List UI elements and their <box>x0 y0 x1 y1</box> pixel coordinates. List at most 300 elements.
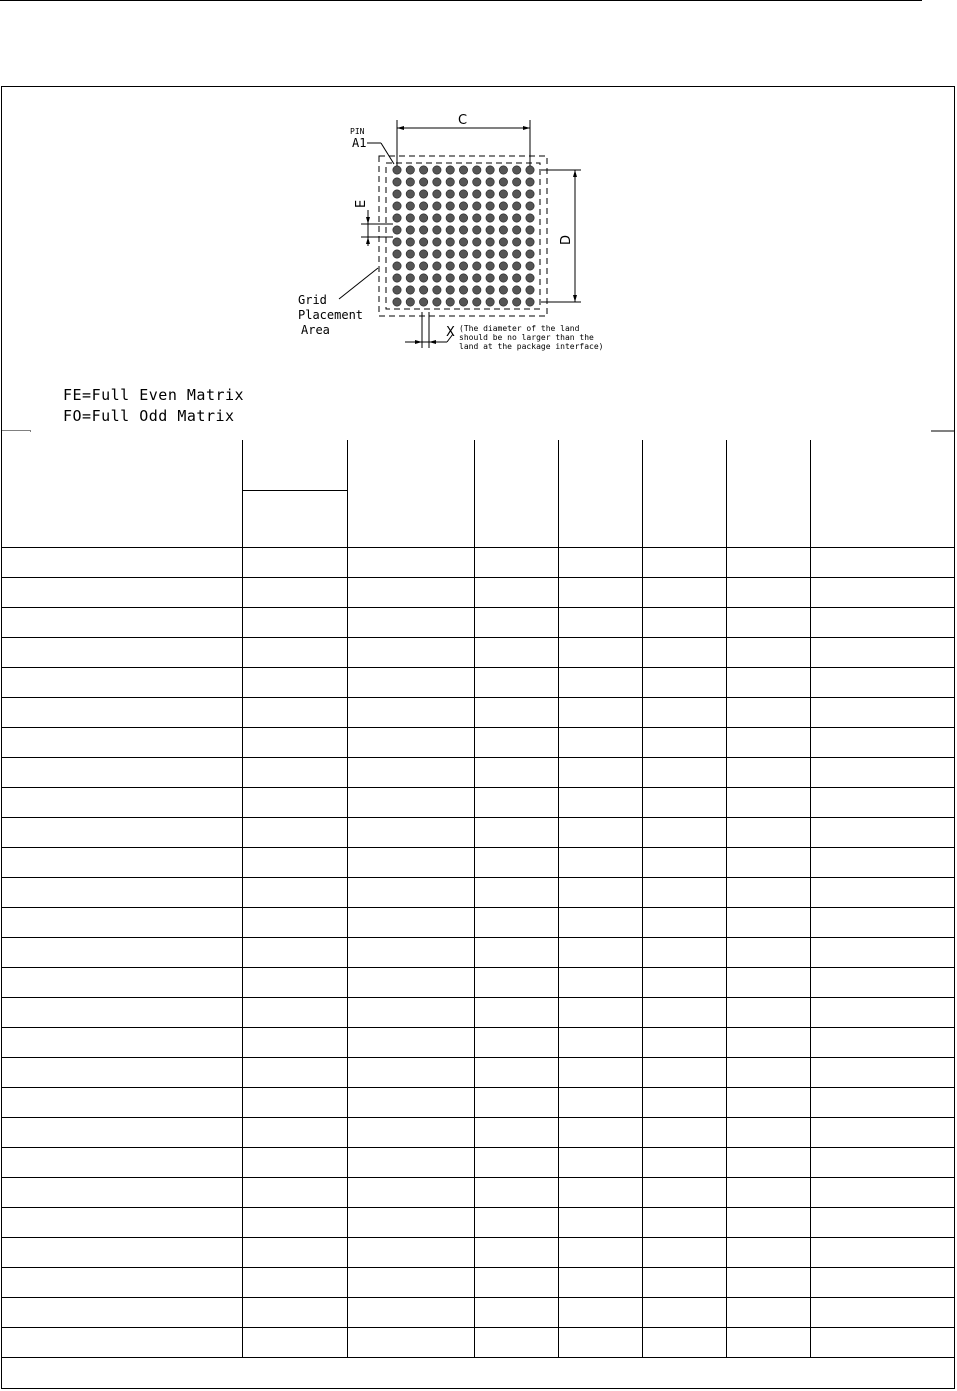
table-row <box>1 577 955 607</box>
table-cell <box>474 697 558 727</box>
table-cell <box>242 817 347 847</box>
table-row <box>1 1177 955 1207</box>
table-cell <box>242 847 347 877</box>
land-note-line3: land at the package interface) <box>459 342 604 351</box>
table-cell <box>726 1177 810 1207</box>
ball-land <box>419 262 427 270</box>
ball-land <box>473 262 481 270</box>
table-cell <box>347 757 474 787</box>
table-row <box>1 1057 955 1087</box>
table-cell <box>810 637 955 667</box>
ball-land <box>499 298 507 306</box>
table-cell <box>810 577 955 607</box>
ball-land <box>406 166 414 174</box>
table-cell <box>810 847 955 877</box>
table-cell <box>642 727 726 757</box>
table-cell <box>810 1207 955 1237</box>
dim-e-arrow-bottom <box>366 237 370 244</box>
table-cell <box>242 727 347 757</box>
table-cell <box>558 1057 642 1087</box>
table-cell <box>558 1177 642 1207</box>
ball-land <box>419 238 427 246</box>
ball-land <box>486 190 494 198</box>
table-cell <box>642 1267 726 1297</box>
table-cell <box>642 967 726 997</box>
table-cell <box>347 907 474 937</box>
table-cell <box>642 1117 726 1147</box>
table-cell <box>726 637 810 667</box>
ball-land <box>419 298 427 306</box>
table-cell <box>558 667 642 697</box>
ball-land <box>473 202 481 210</box>
ball-land <box>499 202 507 210</box>
ball-land <box>446 286 454 294</box>
table-row <box>1 817 955 847</box>
table-cell <box>347 997 474 1027</box>
table-cell <box>558 1087 642 1117</box>
table-cell <box>810 1267 955 1297</box>
table-cell <box>726 1297 810 1327</box>
ball-land <box>406 214 414 222</box>
ball-land <box>446 190 454 198</box>
table-row <box>1 997 955 1027</box>
table-cell <box>726 577 810 607</box>
dim-c-arrow-left <box>397 126 404 130</box>
header-cell <box>1 440 242 547</box>
table-cell <box>726 937 810 967</box>
ball-land <box>433 286 441 294</box>
table-cell <box>1 1087 242 1117</box>
table-cell <box>726 1027 810 1057</box>
table-cell <box>1 1057 242 1087</box>
ball-land <box>526 214 534 222</box>
table-cell <box>474 1057 558 1087</box>
ball-land <box>513 226 521 234</box>
table-cell <box>347 1057 474 1087</box>
table-cell <box>1 847 242 877</box>
ball-land <box>419 250 427 258</box>
ball-land <box>433 238 441 246</box>
table-cell <box>474 907 558 937</box>
ball-land <box>486 178 494 186</box>
table-cell <box>558 757 642 787</box>
table-cell <box>810 1027 955 1057</box>
pin-label-line1: PIN <box>350 127 365 136</box>
table-cell <box>474 1027 558 1057</box>
table-row <box>1 1237 955 1267</box>
table-cell <box>474 1267 558 1297</box>
ball-land <box>459 250 467 258</box>
table-cell <box>726 1087 810 1117</box>
table-cell <box>242 547 347 577</box>
table-cell <box>474 967 558 997</box>
ball-land <box>433 202 441 210</box>
table-cell <box>347 577 474 607</box>
table-cell <box>558 637 642 667</box>
ball-land <box>486 166 494 174</box>
table-cell <box>726 817 810 847</box>
table-cell <box>242 1147 347 1177</box>
ball-land <box>499 274 507 282</box>
table-row <box>1 667 955 697</box>
dim-e-label: E <box>354 199 369 208</box>
table-cell <box>474 1117 558 1147</box>
table-cell <box>242 1117 347 1147</box>
table-header-row-1 <box>1 440 955 490</box>
table-cell <box>347 1237 474 1267</box>
ball-land <box>499 214 507 222</box>
table-cell <box>642 697 726 727</box>
table-cell <box>242 1267 347 1297</box>
table-row <box>1 937 955 967</box>
ball-land <box>446 250 454 258</box>
ball-land <box>499 226 507 234</box>
ball-land <box>446 238 454 246</box>
ball-land <box>419 202 427 210</box>
table-cell <box>1 637 242 667</box>
ball-land <box>446 298 454 306</box>
ball-land <box>486 274 494 282</box>
table-cell <box>1 967 242 997</box>
ball-land <box>473 286 481 294</box>
bga-diagram <box>1 86 955 432</box>
table-cell <box>474 727 558 757</box>
table-cell <box>242 1087 347 1117</box>
table-cell <box>726 877 810 907</box>
ball-land <box>406 238 414 246</box>
table-cell <box>810 997 955 1027</box>
ball-land <box>433 226 441 234</box>
ball-land <box>459 166 467 174</box>
table-cell <box>242 937 347 967</box>
table-cell <box>474 1327 558 1357</box>
table-cell <box>474 847 558 877</box>
ball-land <box>419 190 427 198</box>
ball-land <box>526 262 534 270</box>
top-rule <box>0 0 922 1</box>
table-cell <box>726 997 810 1027</box>
ball-land <box>419 178 427 186</box>
table-cell <box>642 907 726 937</box>
dim-e-arrow-top <box>366 217 370 224</box>
grid-label-line2: Placement <box>298 308 364 322</box>
table-cell <box>810 727 955 757</box>
table-cell <box>474 787 558 817</box>
figure-bottom-gap <box>2 431 30 432</box>
table-cell <box>1 1177 242 1207</box>
table-cell <box>726 1057 810 1087</box>
table-cell <box>558 607 642 637</box>
table-row <box>1 1267 955 1297</box>
table-cell <box>1 1117 242 1147</box>
table-cell <box>474 1207 558 1237</box>
table-cell <box>810 1117 955 1147</box>
ball-land <box>486 262 494 270</box>
table-cell <box>242 787 347 817</box>
table-cell <box>558 1297 642 1327</box>
table-cell <box>810 967 955 997</box>
table-cell <box>1 577 242 607</box>
table-cell <box>347 847 474 877</box>
ball-land <box>526 298 534 306</box>
table-cell <box>347 967 474 997</box>
ball-land <box>459 262 467 270</box>
table-cell <box>810 547 955 577</box>
table-cell <box>347 1267 474 1297</box>
ball-land <box>393 202 401 210</box>
ball-land <box>446 214 454 222</box>
ball-land <box>513 286 521 294</box>
ball-land <box>459 238 467 246</box>
table-cell <box>347 1087 474 1117</box>
ball-land <box>499 190 507 198</box>
table-cell <box>474 757 558 787</box>
dimension-table <box>1 440 955 1358</box>
table-cell <box>347 1027 474 1057</box>
ball-land <box>513 262 521 270</box>
table-cell <box>1 877 242 907</box>
ball-land <box>473 226 481 234</box>
header-cell <box>474 440 558 547</box>
table-cell <box>347 817 474 847</box>
table-cell <box>642 1147 726 1177</box>
table-cell <box>558 877 642 907</box>
table-cell <box>242 757 347 787</box>
table-cell <box>347 877 474 907</box>
ball-land <box>393 286 401 294</box>
ball-land <box>499 250 507 258</box>
table-cell <box>726 667 810 697</box>
table-cell <box>726 1237 810 1267</box>
table-cell <box>558 907 642 937</box>
table-cell <box>242 697 347 727</box>
ball-land <box>526 226 534 234</box>
table-row <box>1 847 955 877</box>
table-cell <box>810 877 955 907</box>
ball-land <box>433 166 441 174</box>
ball-land <box>446 262 454 270</box>
table-cell <box>347 727 474 757</box>
table-row <box>1 547 955 577</box>
table-row <box>1 1117 955 1147</box>
table-cell <box>642 1237 726 1267</box>
table-cell <box>726 1267 810 1297</box>
ball-land <box>446 202 454 210</box>
table-cell <box>642 817 726 847</box>
table-cell <box>642 1057 726 1087</box>
table-body <box>1 440 955 1357</box>
table-cell <box>347 607 474 637</box>
table-cell <box>726 697 810 727</box>
ball-land <box>486 250 494 258</box>
table-row <box>1 757 955 787</box>
ball-land <box>499 166 507 174</box>
land-note-line2: should be no larger than the <box>459 333 594 342</box>
ball-land <box>446 178 454 186</box>
ball-land <box>486 286 494 294</box>
ball-land <box>459 298 467 306</box>
dim-x-label: X <box>446 325 455 340</box>
table-cell <box>642 637 726 667</box>
table-row <box>1 907 955 937</box>
table-cell <box>347 697 474 727</box>
ball-land <box>513 202 521 210</box>
table-cell <box>1 757 242 787</box>
ball-land <box>393 178 401 186</box>
dim-d-arrow-top <box>573 170 577 177</box>
table-cell <box>726 787 810 817</box>
ball-land <box>406 202 414 210</box>
table-cell <box>726 967 810 997</box>
ball-land <box>459 190 467 198</box>
ball-land <box>499 262 507 270</box>
ball-land <box>526 238 534 246</box>
header-cell <box>810 440 955 547</box>
ball-land <box>393 298 401 306</box>
table-row <box>1 1297 955 1327</box>
table-cell <box>242 1297 347 1327</box>
table-cell <box>810 757 955 787</box>
ball-land <box>406 178 414 186</box>
table-cell <box>347 1177 474 1207</box>
table-row <box>1 1027 955 1057</box>
table-cell <box>726 847 810 877</box>
ball-land <box>433 262 441 270</box>
table-cell <box>474 1147 558 1177</box>
ball-land <box>393 214 401 222</box>
table-cell <box>474 1237 558 1267</box>
table-cell <box>474 997 558 1027</box>
header-cell <box>242 490 347 547</box>
ball-land <box>486 214 494 222</box>
ball-land <box>446 274 454 282</box>
table-cell <box>242 1057 347 1087</box>
table-cell <box>558 1147 642 1177</box>
ball-land <box>526 274 534 282</box>
table-cell <box>347 937 474 967</box>
table-cell <box>642 667 726 697</box>
table-cell <box>474 577 558 607</box>
table-cell <box>642 1177 726 1207</box>
ball-land <box>473 298 481 306</box>
ball-land <box>433 190 441 198</box>
table-cell <box>642 1297 726 1327</box>
table-cell <box>726 1147 810 1177</box>
ball-land <box>486 202 494 210</box>
table-cell <box>642 937 726 967</box>
table-cell <box>642 1027 726 1057</box>
ball-land <box>393 190 401 198</box>
table-cell <box>242 1327 347 1357</box>
ball-land <box>419 214 427 222</box>
table-row <box>1 877 955 907</box>
table-cell <box>558 937 642 967</box>
ball-land <box>433 274 441 282</box>
table-cell <box>242 967 347 997</box>
ball-land <box>419 226 427 234</box>
table-cell <box>474 937 558 967</box>
ball-land <box>473 178 481 186</box>
ball-land <box>526 190 534 198</box>
table-cell <box>810 1177 955 1207</box>
ball-land <box>419 286 427 294</box>
legend-full-odd: FO=Full Odd Matrix <box>63 407 235 425</box>
table-cell <box>642 997 726 1027</box>
table-cell <box>347 787 474 817</box>
pin-label-line2: A1 <box>352 136 367 150</box>
pin-leader-d <box>381 143 394 164</box>
table-row <box>1 967 955 997</box>
ball-land <box>526 286 534 294</box>
table-cell <box>642 1207 726 1237</box>
table-row <box>1 697 955 727</box>
ball-land <box>486 238 494 246</box>
header-cell <box>558 440 642 547</box>
ball-land <box>459 286 467 294</box>
table-cell <box>558 1327 642 1357</box>
table-cell <box>558 1207 642 1237</box>
table-cell <box>242 997 347 1027</box>
dim-c-label: C <box>458 113 468 128</box>
table-cell <box>558 787 642 817</box>
ball-land <box>406 262 414 270</box>
table-cell <box>726 907 810 937</box>
ball-land <box>459 226 467 234</box>
table-row <box>1 607 955 637</box>
ball-land <box>446 166 454 174</box>
ball-land <box>393 274 401 282</box>
table-cell <box>810 667 955 697</box>
dim-d-arrow-bottom <box>573 295 577 302</box>
table-cell <box>810 607 955 637</box>
table-cell <box>1 1027 242 1057</box>
table-cell <box>242 877 347 907</box>
ball-land <box>513 250 521 258</box>
table-cell <box>642 847 726 877</box>
table-cell <box>810 787 955 817</box>
table-cell <box>242 607 347 637</box>
table-cell <box>726 547 810 577</box>
table-cell <box>242 907 347 937</box>
table-cell <box>642 1087 726 1117</box>
ball-land <box>393 250 401 258</box>
ball-land <box>513 298 521 306</box>
dim-x-arrow-left <box>415 340 422 344</box>
ball-land <box>526 250 534 258</box>
table-cell <box>347 1117 474 1147</box>
table-cell <box>558 1267 642 1297</box>
ball-land <box>393 226 401 234</box>
table-cell <box>558 1027 642 1057</box>
ball-land <box>393 166 401 174</box>
ball-land <box>433 298 441 306</box>
dim-d-label: D <box>559 234 574 245</box>
table-cell <box>810 1087 955 1117</box>
table-cell <box>347 667 474 697</box>
table-cell <box>347 1207 474 1237</box>
table-row <box>1 1147 955 1177</box>
table-cell <box>810 1237 955 1267</box>
table-cell <box>810 1327 955 1357</box>
table-cell <box>558 577 642 607</box>
table-cell <box>1 1297 242 1327</box>
table-row <box>1 637 955 667</box>
ball-matrix <box>393 166 534 306</box>
ball-land <box>433 250 441 258</box>
table-cell <box>1 1237 242 1267</box>
table-cell <box>810 817 955 847</box>
ball-land <box>406 190 414 198</box>
